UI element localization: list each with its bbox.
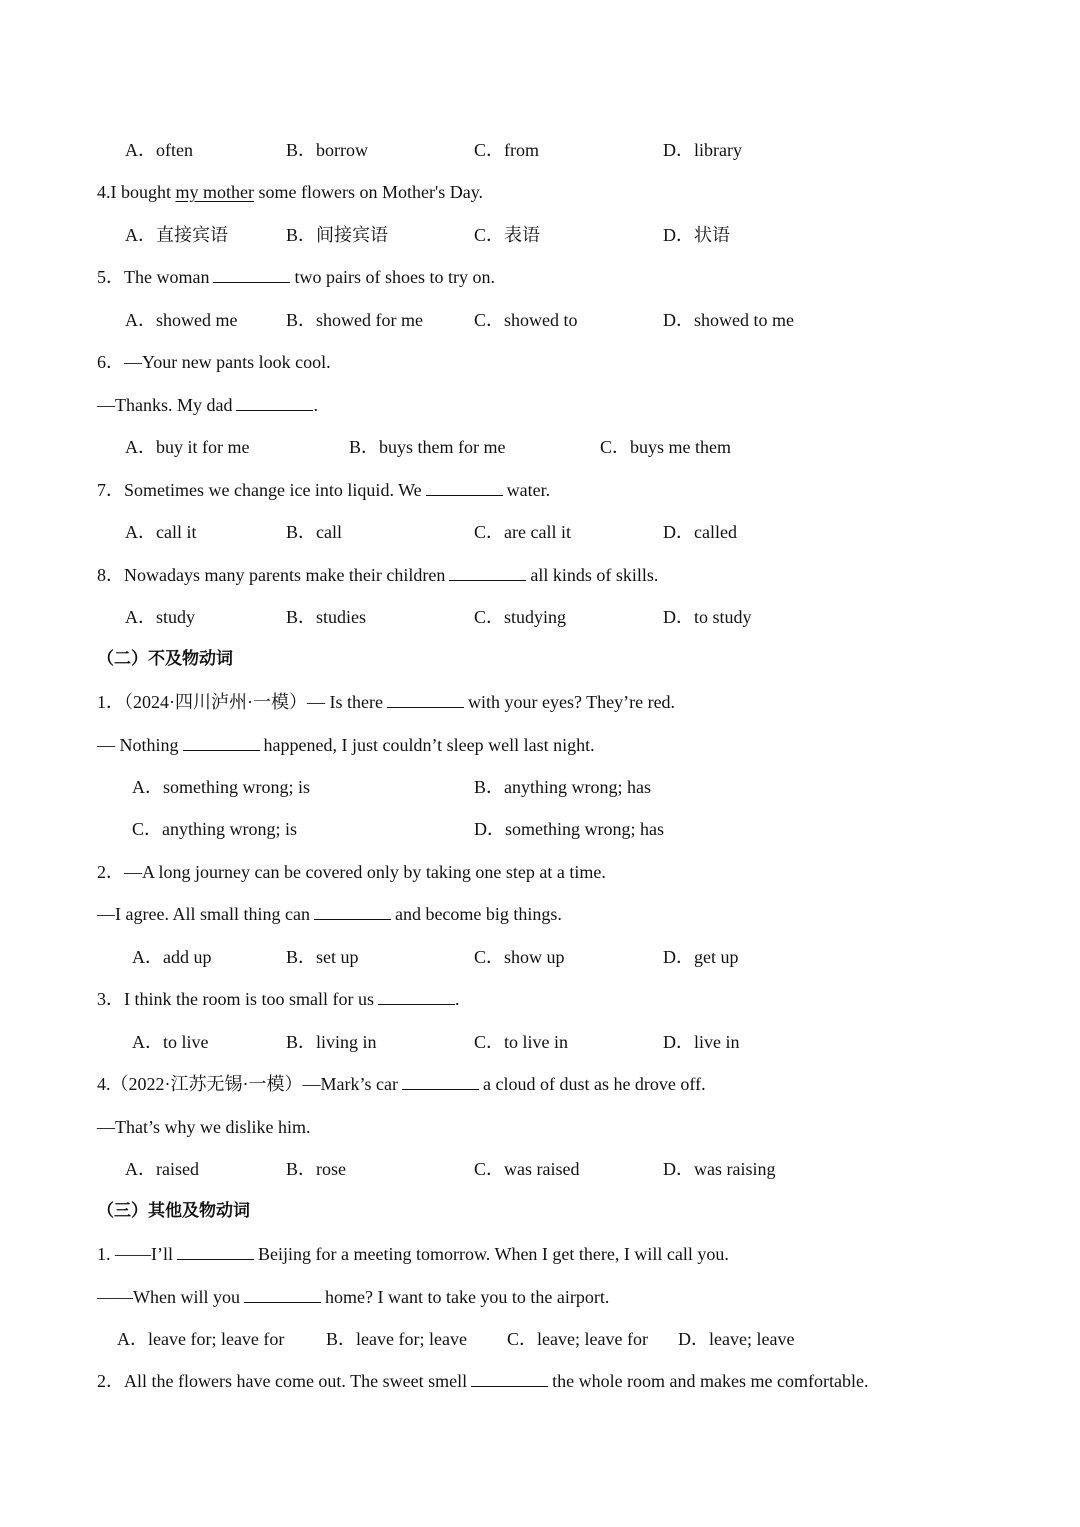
option-b: B．leave for; leave xyxy=(326,1329,467,1349)
option-d: D．showed to me xyxy=(663,310,794,330)
option-c: C．showed to xyxy=(474,310,578,330)
s2q2-after: and become big things. xyxy=(394,904,562,924)
option-c: C．leave; leave for xyxy=(507,1329,648,1349)
s2q2-before: —I agree. All small thing can xyxy=(97,904,310,924)
option-d: D．something wrong; has xyxy=(474,819,664,839)
q5-before: 5．The woman xyxy=(97,267,210,287)
answer-blank[interactable] xyxy=(378,988,455,1005)
option-d: D．get up xyxy=(663,947,739,967)
option-a: A．raised xyxy=(125,1159,199,1179)
s3q2-before: 2．All the flowers have come out. The sweet smell xyxy=(97,1371,468,1391)
option-d: D．状语 xyxy=(663,225,730,245)
option-a: A．直接宾语 xyxy=(125,225,228,245)
option-c: C．表语 xyxy=(474,225,541,245)
s3q1-reply-after: home? I want to take you to the airport. xyxy=(324,1287,610,1307)
option-b: B．anything wrong; has xyxy=(474,777,651,797)
option-d: D．live in xyxy=(663,1032,740,1052)
s2q1-reply-after: happened, I just couldn’t sleep well last night. xyxy=(263,735,595,755)
q7-before: 7．Sometimes we change ice into liquid. We xyxy=(97,480,422,500)
answer-blank[interactable] xyxy=(387,691,464,708)
question-7-stem xyxy=(97,479,550,501)
s2q3-after: . xyxy=(454,989,460,1009)
option-d: D．called xyxy=(663,522,737,542)
option-a: A．showed me xyxy=(125,310,238,330)
answer-blank[interactable] xyxy=(236,394,313,411)
section-heading-intransitive: （二）不及物动词 xyxy=(97,649,233,669)
option-d: D．library xyxy=(663,140,742,160)
s2-question-3-stem xyxy=(97,988,459,1010)
s2q1-reply-before: — Nothing xyxy=(97,735,179,755)
s2-question-4-reply: —That’s why we dislike him. xyxy=(97,1117,311,1137)
s2q4-before: 4.（2022·江苏无锡·一模）—Mark’s car xyxy=(97,1074,398,1094)
option-b: B．buys them for me xyxy=(349,437,506,457)
question-6-stem: 6．—Your new pants look cool. xyxy=(97,352,331,372)
s2q1-before: 1．（2024·四川泸州·一模）— Is there xyxy=(97,692,383,712)
q7-after: water. xyxy=(506,480,551,500)
option-b: B．call xyxy=(286,522,342,542)
s3q2-after: the whole room and makes me comfortable. xyxy=(552,1371,869,1391)
s3-question-1-stem xyxy=(97,1243,729,1265)
answer-blank[interactable] xyxy=(449,564,526,581)
s2-question-1-reply xyxy=(97,734,595,756)
option-c: C．was raised xyxy=(474,1159,580,1179)
option-a: A．add up xyxy=(132,947,212,967)
s3q1-reply-before: ——When will you xyxy=(97,1287,240,1307)
s2-question-4-stem xyxy=(97,1073,706,1095)
s2q1-after: with your eyes? They’re red. xyxy=(467,692,676,712)
option-b: B．showed for me xyxy=(286,310,423,330)
s2-question-1-stem xyxy=(97,691,675,713)
option-c: C．to live in xyxy=(474,1032,568,1052)
option-a: A．call it xyxy=(125,522,197,542)
s2q4-after: a cloud of dust as he drove off. xyxy=(482,1074,706,1094)
question-5-stem xyxy=(97,266,495,288)
option-c: C．buys me them xyxy=(600,437,731,457)
option-c: C．show up xyxy=(474,947,565,967)
option-d: D．was raising xyxy=(663,1159,776,1179)
question-8-stem xyxy=(97,564,658,586)
q6-after: . xyxy=(313,395,318,415)
option-d: D．to study xyxy=(663,607,752,627)
answer-blank[interactable] xyxy=(426,479,503,496)
option-a: A．buy it for me xyxy=(125,437,250,457)
option-a: A．something wrong; is xyxy=(132,777,310,797)
option-b: B．间接宾语 xyxy=(286,225,389,245)
option-c: C．from xyxy=(474,140,539,160)
answer-blank[interactable] xyxy=(471,1370,548,1387)
option-c: C．studying xyxy=(474,607,567,627)
option-b: B．living in xyxy=(286,1032,377,1052)
option-a: A．study xyxy=(125,607,196,627)
option-c: C．are call it xyxy=(474,522,571,542)
option-b: B．studies xyxy=(286,607,367,627)
q4-prefix: 4.I bought xyxy=(97,182,176,202)
answer-blank[interactable] xyxy=(402,1073,479,1090)
question-6-reply xyxy=(97,394,318,416)
s2q3-before: 3．I think the room is too small for us xyxy=(97,989,374,1009)
q8-after: all kinds of skills. xyxy=(530,565,659,585)
q8-before: 8．Nowadays many parents make their children xyxy=(97,565,446,585)
section-heading-other-transitive: （三）其他及物动词 xyxy=(97,1201,250,1221)
option-b: B．borrow xyxy=(286,140,368,160)
answer-blank[interactable] xyxy=(244,1286,321,1303)
q4-suffix: some flowers on Mother's Day. xyxy=(254,182,484,202)
answer-blank[interactable] xyxy=(213,266,290,283)
option-b: B．rose xyxy=(286,1159,346,1179)
option-a: A．often xyxy=(125,140,193,160)
s2-question-2-stem: 2．—A long journey can be covered only by taking one step at a time. xyxy=(97,862,606,882)
q6-before: —Thanks. My dad xyxy=(97,395,233,415)
question-4-stem xyxy=(97,181,483,203)
s2-question-2-reply xyxy=(97,903,562,925)
option-c: C．anything wrong; is xyxy=(132,819,297,839)
option-b: B．set up xyxy=(286,947,359,967)
answer-blank[interactable] xyxy=(177,1243,254,1260)
option-d: D．leave; leave xyxy=(678,1329,795,1349)
s3-question-2-stem xyxy=(97,1370,868,1392)
q4-underlined-phrase: my mother xyxy=(175,182,254,202)
option-a: A．to live xyxy=(132,1032,209,1052)
q5-after: two pairs of shoes to try on. xyxy=(294,267,495,287)
answer-blank[interactable] xyxy=(183,734,260,751)
answer-blank[interactable] xyxy=(314,903,391,920)
s3q1-before: 1. ——I’ll xyxy=(97,1244,173,1264)
option-a: A．leave for; leave for xyxy=(117,1329,285,1349)
s3-question-1-reply xyxy=(97,1286,609,1308)
s3q1-after: Beijing for a meeting tomorrow. When I get there, I will call you. xyxy=(258,1244,729,1264)
